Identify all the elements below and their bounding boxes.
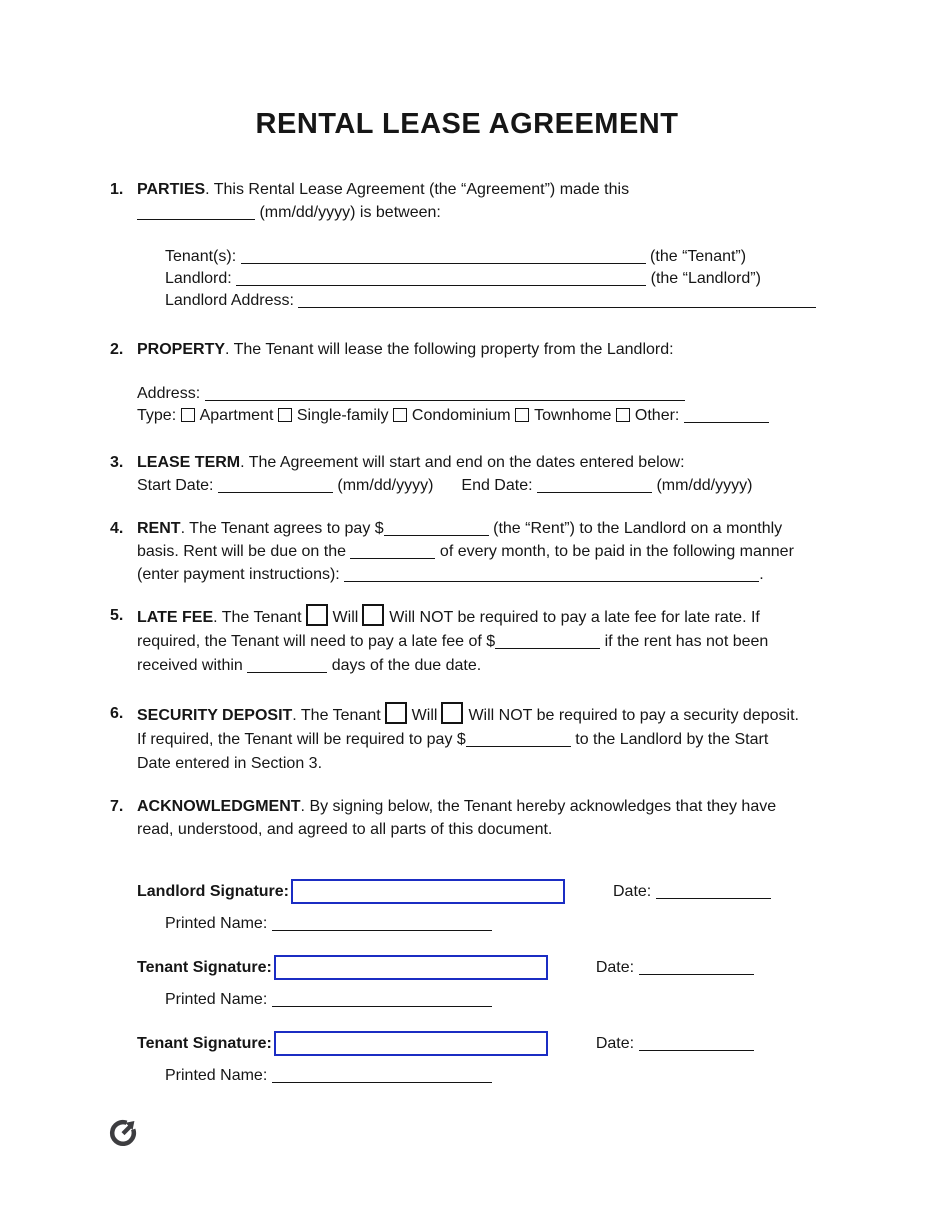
landlord-tag: (the “Landlord”): [650, 270, 761, 287]
late-fee-amount-blank: [495, 634, 600, 649]
parties-fields: [165, 246, 820, 312]
landlord-signature-row: [137, 877, 820, 905]
landlord-address-row: [165, 290, 820, 312]
property-address-blank: [205, 386, 685, 401]
checkbox-townhome: [515, 408, 529, 422]
printed-name-label: Printed Name:: [165, 1067, 268, 1084]
late-fee-line-1: [137, 604, 820, 630]
security-deposit-will-checkbox[interactable]: [385, 702, 407, 724]
security-deposit-line-1: [137, 702, 820, 728]
tenant-date-group-1: [596, 956, 754, 979]
checkbox-single-family: [278, 408, 292, 422]
type-option-condominium: Condominium: [411, 407, 511, 424]
landlord-address-label: Landlord Address:: [165, 292, 294, 309]
tenant-tag: (the “Tenant”): [650, 248, 747, 265]
security-deposit-text-1b: Will NOT be required to pay a security deposit.: [468, 707, 799, 724]
section-heading-late-fee: LATE FEE: [137, 609, 214, 626]
section-rent: [110, 517, 820, 586]
checkbox-other: [616, 408, 630, 422]
late-fee-days-blank: [247, 658, 327, 673]
section-number: 1.: [110, 181, 124, 198]
section-number: 3.: [110, 454, 124, 471]
security-deposit-amount-blank: [466, 732, 571, 747]
section-security-deposit: [110, 702, 820, 776]
type-option-apartment: Apartment: [199, 407, 274, 424]
signature-area: [110, 877, 820, 1105]
rent-line-3: [137, 563, 820, 586]
tenant-signature-label-2: Tenant Signature:: [137, 1034, 272, 1052]
signature-date-blank: [639, 1036, 754, 1051]
parties-text: . This Rental Lease Agreement (the “Agreement”) made this: [205, 181, 630, 198]
date-label: Date:: [595, 1034, 635, 1052]
section-late-fee: [110, 604, 820, 678]
printed-name-blank: [272, 916, 492, 931]
rent-text-2b: of every month, to be paid in the following manner: [439, 543, 794, 560]
rent-text-3b: .: [759, 566, 764, 583]
signature-date-blank: [656, 884, 771, 899]
tenant-signature-row-1: [137, 953, 820, 981]
acknowledgment-line-1: [137, 795, 820, 818]
signature-date-blank: [639, 960, 754, 975]
landlord-signature-block: [137, 877, 820, 935]
rent-due-day-blank: [350, 544, 435, 559]
document-title: RENTAL LEASE AGREEMENT: [255, 108, 679, 140]
tenant-name-blank: [241, 249, 646, 264]
rent-text-3a: (enter payment instructions):: [137, 566, 340, 583]
section-heading-acknowledgment: ACKNOWLEDGMENT: [137, 798, 301, 815]
security-deposit-line-3: [137, 752, 820, 776]
late-fee-text-3a: received within: [137, 657, 243, 674]
security-deposit-text-1a: . The Tenant: [292, 707, 381, 724]
landlord-address-blank: [298, 293, 816, 308]
tenant-signature-label-1: Tenant Signature:: [137, 958, 272, 976]
acknowledgment-text-1: . By signing below, the Tenant hereby acknowledges that they have: [300, 798, 777, 815]
end-date-label: End Date:: [461, 477, 533, 494]
acknowledgment-text-2: read, understood, and agreed to all parts of this document.: [137, 821, 553, 838]
printed-name-label: Printed Name:: [165, 991, 268, 1008]
date-label: Date:: [613, 882, 652, 900]
security-deposit-text-3: Date entered in Section 3.: [137, 755, 323, 772]
security-deposit-will-not-checkbox[interactable]: [441, 702, 463, 724]
security-deposit-will-label: Will: [411, 707, 438, 724]
section-acknowledgment: [110, 795, 820, 841]
rent-line-1: [137, 517, 820, 540]
landlord-date-group: [613, 880, 771, 903]
parties-text-2: (mm/dd/yyyy) is between:: [259, 204, 441, 221]
section-heading-rent: RENT: [137, 520, 181, 537]
start-date-format: (mm/dd/yyyy): [337, 477, 434, 494]
landlord-name-blank: [236, 271, 646, 286]
rent-text-2a: basis. Rent will be due on the: [137, 543, 347, 560]
lease-term-dates-row: [137, 474, 820, 497]
printed-name-blank: [272, 1068, 492, 1083]
section-parties: [110, 178, 820, 312]
section-number: 7.: [110, 798, 124, 815]
rent-amount-blank: [384, 521, 489, 536]
late-fee-text-2b: if the rent has not been: [604, 633, 769, 650]
agreement-date-blank: [137, 205, 255, 220]
tenant-date-group-2: [596, 1032, 754, 1055]
section-number: 2.: [110, 341, 124, 358]
tenant-signature-row-2: [137, 1029, 820, 1057]
checkbox-apartment: [181, 408, 195, 422]
section-heading-parties: PARTIES: [137, 181, 206, 198]
tenant-row: [165, 246, 820, 268]
end-date-format: (mm/dd/yyyy): [656, 477, 753, 494]
property-line-1: [137, 338, 820, 361]
parties-line-2: [137, 201, 820, 224]
property-type-label: Type:: [137, 407, 177, 424]
tenant-signature-field-1[interactable]: [274, 955, 548, 980]
property-fields: [137, 383, 820, 427]
late-fee-will-label: Will: [332, 609, 359, 626]
rent-line-2: [137, 540, 820, 563]
rent-text-1b: (the “Rent”) to the Landlord on a monthly: [493, 520, 783, 537]
tenant-label: Tenant(s):: [165, 248, 237, 265]
printed-name-blank: [272, 992, 492, 1007]
tenant-signature-block-1: [137, 953, 820, 1011]
landlord-signature-field[interactable]: [291, 879, 565, 904]
landlord-label: Landlord:: [165, 270, 232, 287]
landlord-printed-name-row: [165, 913, 820, 935]
section-number: 4.: [110, 520, 124, 537]
landlord-row: [165, 268, 820, 290]
lease-term-text: . The Agreement will start and end on the dates entered below:: [240, 454, 685, 471]
late-fee-text-1a: . The Tenant: [213, 609, 302, 626]
late-fee-text-3b: days of the due date.: [331, 657, 482, 674]
start-date-label: Start Date:: [137, 477, 214, 494]
payment-instructions-blank: [344, 567, 759, 582]
late-fee-will-not-checkbox[interactable]: [362, 604, 384, 626]
late-fee-text-2a: required, the Tenant will need to pay a late fee of $: [137, 633, 496, 650]
section-property: [110, 338, 820, 427]
property-text: . The Tenant will lease the following property from the Landlord:: [225, 341, 674, 358]
late-fee-text-1b: Will NOT be required to pay a late fee for late rate. If: [389, 609, 760, 626]
circular-arrow-logo-icon: [108, 1118, 138, 1148]
section-lease-term: [110, 451, 820, 497]
tenant-signature-field-2[interactable]: [274, 1031, 548, 1056]
section-number: 5.: [110, 607, 124, 624]
start-date-blank: [218, 478, 333, 493]
tenant-printed-name-row-2: [165, 1065, 820, 1087]
security-deposit-text-2b: to the Landlord by the Start: [575, 731, 769, 748]
section-heading-security-deposit: SECURITY DEPOSIT: [137, 707, 293, 724]
type-option-townhome: Townhome: [534, 407, 612, 424]
late-fee-line-2: [137, 630, 820, 654]
section-number: 6.: [110, 705, 124, 722]
security-deposit-line-2: [137, 728, 820, 752]
section-heading-lease-term: LEASE TERM: [137, 454, 241, 471]
landlord-signature-label: Landlord Signature:: [137, 882, 289, 900]
printed-name-label: Printed Name:: [165, 915, 268, 932]
security-deposit-text-2a: If required, the Tenant will be required to pay $: [137, 731, 466, 748]
property-address-row: [137, 383, 820, 405]
document-content: [0, 178, 934, 1105]
tenant-printed-name-row-1: [165, 989, 820, 1011]
tenant-signature-block-2: [137, 1029, 820, 1087]
section-heading-property: PROPERTY: [137, 341, 226, 358]
checkbox-condominium: [393, 408, 407, 422]
signature-gutter: [110, 877, 137, 1105]
late-fee-will-checkbox[interactable]: [306, 604, 328, 626]
property-address-label: Address:: [137, 385, 201, 402]
type-option-other-label: Other:: [634, 407, 680, 424]
date-label: Date:: [595, 958, 635, 976]
property-type-row: [137, 405, 820, 427]
parties-line-1: [137, 178, 820, 201]
end-date-blank: [537, 478, 652, 493]
lease-term-line-1: [137, 451, 820, 474]
other-type-blank: [684, 408, 769, 423]
late-fee-line-3: [137, 654, 820, 678]
type-option-single-family: Single-family: [296, 407, 389, 424]
rent-text-1a: . The Tenant agrees to pay $: [180, 520, 384, 537]
acknowledgment-line-2: [137, 818, 820, 841]
